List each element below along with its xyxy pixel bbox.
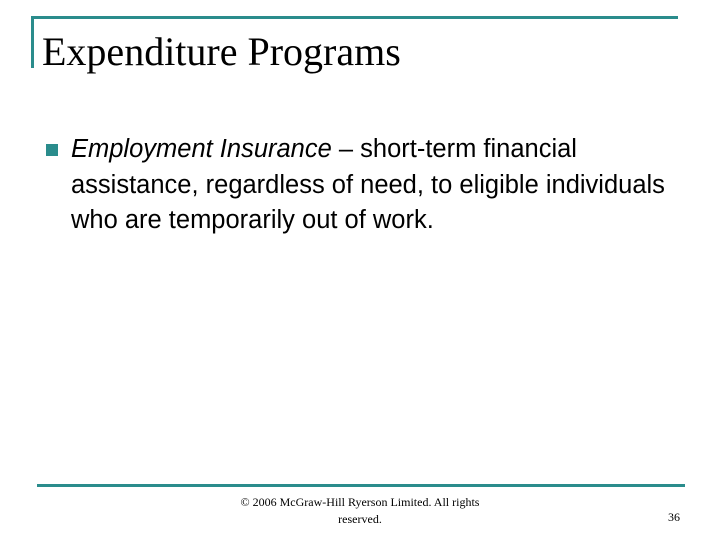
footer-rule [37,484,685,487]
bullet-description: – short-term financial assistance, regardless of need, to eligible individuals who are temporarily out of work. [71,135,665,234]
title-frame-top-rule [31,16,678,19]
bullet-term: Employment Insurance [71,135,332,163]
page-number: 36 [668,510,680,524]
title-frame-left-rule [31,16,34,68]
bullet-item [71,132,681,239]
square-bullet-icon [46,144,58,156]
slide-title: Expenditure Programs [42,29,401,74]
footer-copyright: © 2006 McGraw-Hill Ryerson Limited. All rights reserved. [240,495,480,526]
